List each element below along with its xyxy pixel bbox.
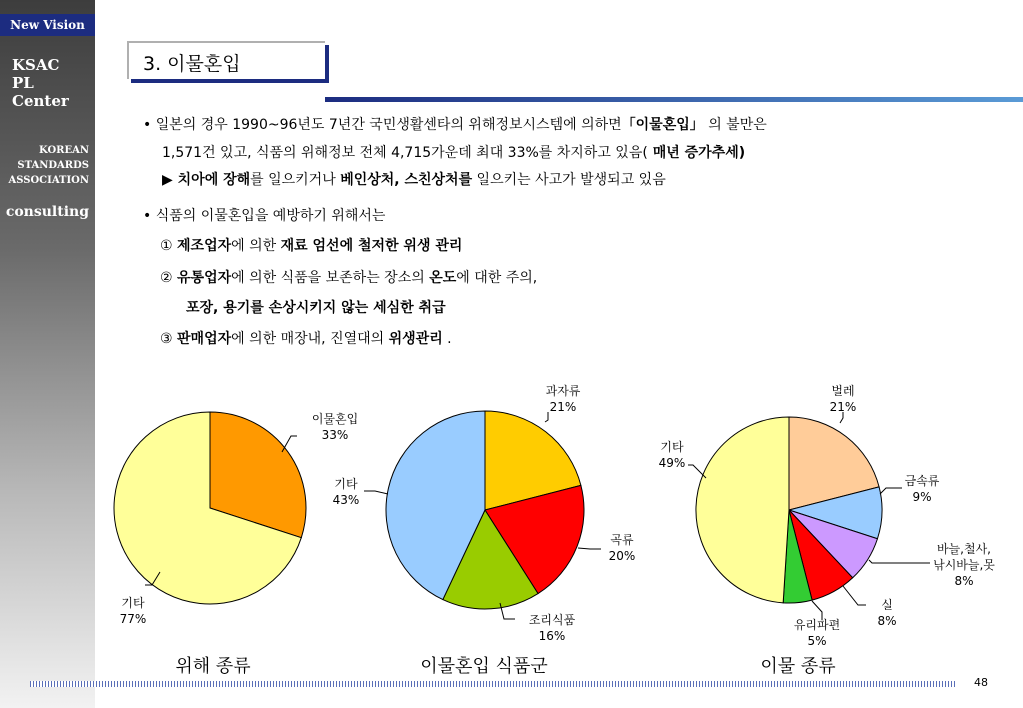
pie3-caption: 이물 종류 [760, 656, 836, 677]
text: 판매업자 [177, 331, 232, 347]
page-number: 48 [974, 676, 988, 689]
footer-rule [30, 681, 956, 687]
pie3-label-1: 벌레 21% [829, 384, 857, 414]
body-line-7: 포장, 용기를 손상시키지 않는 세심한 취급 [186, 300, 446, 316]
text: 「이물혼입」 [621, 117, 704, 133]
text: 일으키는 사고가 발생되고 있음 [472, 172, 666, 188]
text: 제조업자 [177, 238, 232, 254]
slide-title: 3. 이물혼입 [143, 53, 241, 75]
pie2-leader-4 [364, 491, 388, 494]
pie2-label-1: 과자류 21% [545, 384, 581, 414]
consulting-label: consulting [5, 204, 89, 220]
pie3-leader-2 [880, 488, 902, 494]
pie3-label-3: 바늘,철사, 낚시바늘,못 8% [933, 542, 995, 588]
text: ③ [160, 331, 178, 347]
text: 재료 엄선에 철저한 위생 관리 [280, 238, 463, 254]
text: 베인상처, 스친상처를 [340, 172, 473, 188]
text: 에 대한 주의, [456, 270, 538, 286]
text: 위생관리 [388, 331, 443, 347]
pie1-label-2: 기타 77% [119, 596, 147, 626]
pie1-caption: 위해 종류 [175, 656, 251, 677]
text: 온도 [429, 270, 457, 286]
brand-label: New Vision [0, 14, 95, 36]
pie2-leader-2 [578, 548, 601, 549]
pie2-leader-1 [545, 412, 548, 422]
pie2-label-3: 조리식품 16% [528, 613, 576, 643]
text: • 일본의 경우 1990~96년도 7년간 국민생활센타의 위해정보시스템에 의하면 [143, 117, 622, 133]
text: ② [160, 270, 178, 286]
text: 유통업자 [177, 270, 232, 286]
korean-line: KOREAN [39, 145, 89, 156]
pie2-caption: 이물혼입 식품군 [420, 656, 548, 677]
text: 의 불만은 [703, 117, 767, 133]
pl-line: PL [12, 74, 34, 92]
association-line: ASSOCIATION [8, 175, 89, 186]
ksac-line: KSAC [12, 56, 60, 74]
center-line: Center [12, 92, 69, 110]
pie2-label-4: 기타 43% [332, 477, 360, 507]
pie1-label-1: 이물혼입 33% [311, 412, 359, 442]
pie2-label-2: 곡류 20% [608, 533, 636, 563]
pie3-label-2: 금속류 9% [904, 474, 940, 504]
text: 에 의한 [231, 238, 281, 254]
pie3-leader-4 [843, 586, 866, 605]
text: ▶ 치아에 장해 [162, 172, 251, 188]
pie3-slice-6 [696, 417, 789, 603]
pie3-label-4: 실 8% [877, 598, 897, 628]
pie3-leader-3 [869, 560, 930, 563]
text: 매년 증가추세) [647, 145, 746, 161]
text: . [442, 331, 452, 347]
text: 에 의한 매장내, 진열대의 [231, 331, 389, 347]
standards-line: STANDARDS [17, 160, 89, 171]
text: 를 일으키거나 [250, 172, 341, 188]
text: 에 의한 식품을 보존하는 장소의 [231, 270, 430, 286]
text: 1,571건 있고, 식품의 위해정보 전체 4,715가운데 최대 33%를 차지하고 있음( [162, 145, 648, 161]
pie3-label-5: 유리파편 5% [793, 618, 841, 648]
body-line-4: • 식품의 이물혼입을 예방하기 위해서는 [143, 208, 386, 224]
pie3-label-6: 기타 49% [658, 440, 686, 470]
text: ① [160, 238, 178, 254]
